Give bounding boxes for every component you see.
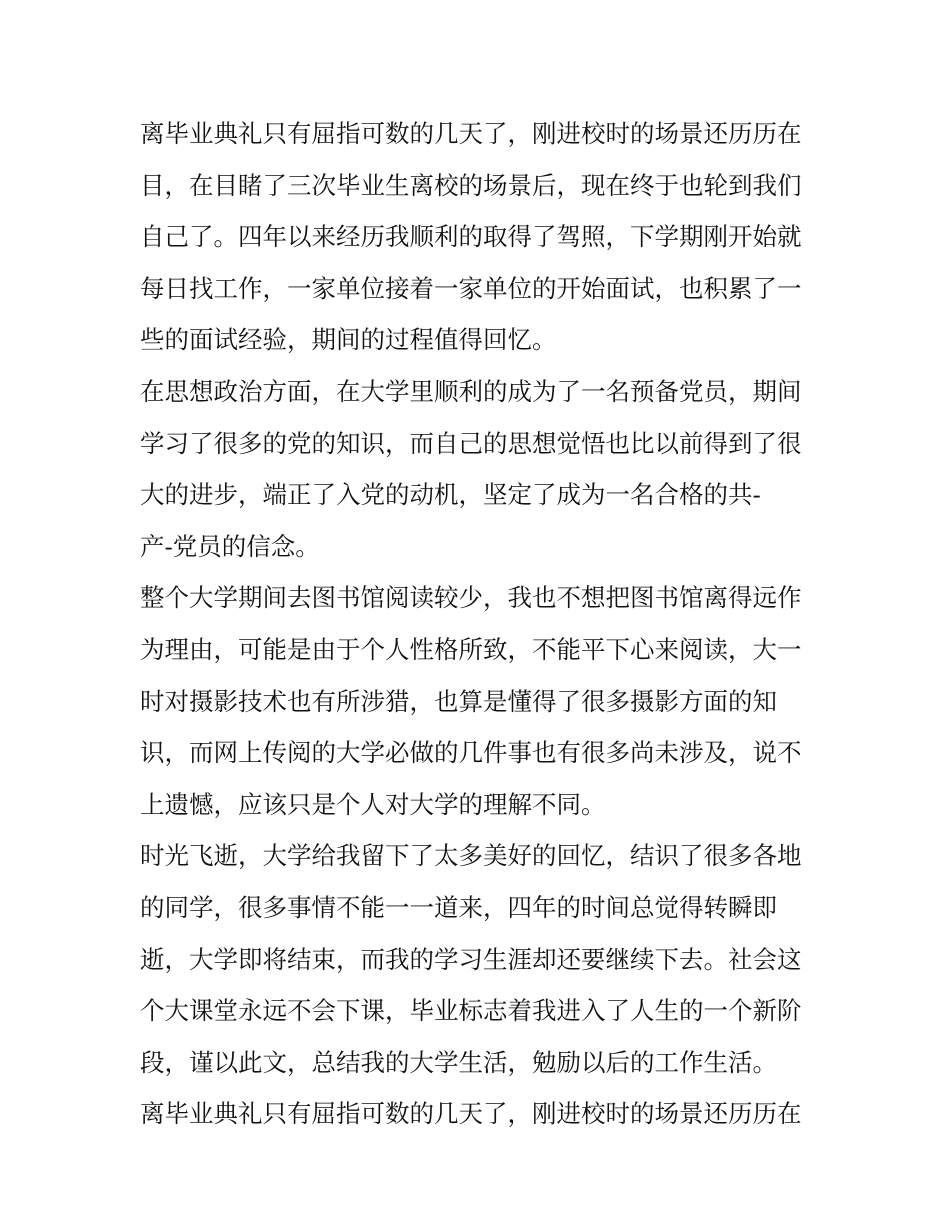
text-line: 产-党员的信念。 [140, 531, 320, 561]
text-line: 时光飞逝，大学给我留下了太多美好的回忆，结识了很多各地 [140, 841, 802, 871]
text-line: 段，谨以此文，总结我的大学生活，勉励以后的工作生活。 [140, 1047, 777, 1077]
text-line: 时对摄影技术也有所涉猎，也算是懂得了很多摄影方面的知 [140, 686, 777, 716]
text-line: 的同学，很多事情不能一一道来，四年的时间总觉得转瞬即 [140, 892, 777, 922]
text-line: 逝，大学即将结束，而我的学习生涯却还要继续下去。社会这 [140, 944, 802, 974]
paragraph-library-reading [140, 572, 820, 830]
text-line: 在思想政治方面，在大学里顺利的成为了一名预备党员，期间 [140, 376, 802, 406]
paragraph-graduation-intro [140, 108, 820, 366]
text-line: 上遗憾，应该只是个人对大学的理解不同。 [140, 789, 606, 819]
text-line: 离毕业典礼只有屈指可数的几天了，刚进校时的场景还历历在 [140, 119, 802, 148]
text-line: 为理由，可能是由于个人性格所致，不能平下心来阅读，大一 [140, 634, 802, 664]
text-line: 自己了。四年以来经历我顺利的取得了驾照，下学期刚开始就 [140, 222, 802, 252]
document-body [140, 108, 820, 1140]
text-line: 大的进步，端正了入党的动机，坚定了成为一名合格的共- [140, 480, 761, 510]
text-line: 识，而网上传阅的大学必做的几件事也有很多尚未涉及，说不 [140, 738, 802, 768]
paragraph-time-flies [140, 830, 820, 1088]
text-line: 整个大学期间去图书馆阅读较少，我也不想把图书馆离得远作 [140, 583, 802, 613]
paragraph-political-thought [140, 366, 820, 572]
text-line: 学习了很多的党的知识，而自己的思想觉悟也比以前得到了很 [140, 428, 802, 458]
text-line: 离毕业典礼只有屈指可数的几天了，刚进校时的场景还历历在 [140, 1099, 802, 1129]
text-line: 每日找工作，一家单位接着一家单位的开始面试，也积累了一 [140, 273, 802, 303]
text-line: 个大课堂永远不会下课，毕业标志着我进入了人生的一个新阶 [140, 996, 802, 1026]
text-line: 目，在目睹了三次毕业生离校的场景后，现在终于也轮到我们 [140, 170, 802, 200]
text-line: 些的面试经验，期间的过程值得回忆。 [140, 325, 557, 355]
paragraph-repeat-intro [140, 1088, 820, 1140]
